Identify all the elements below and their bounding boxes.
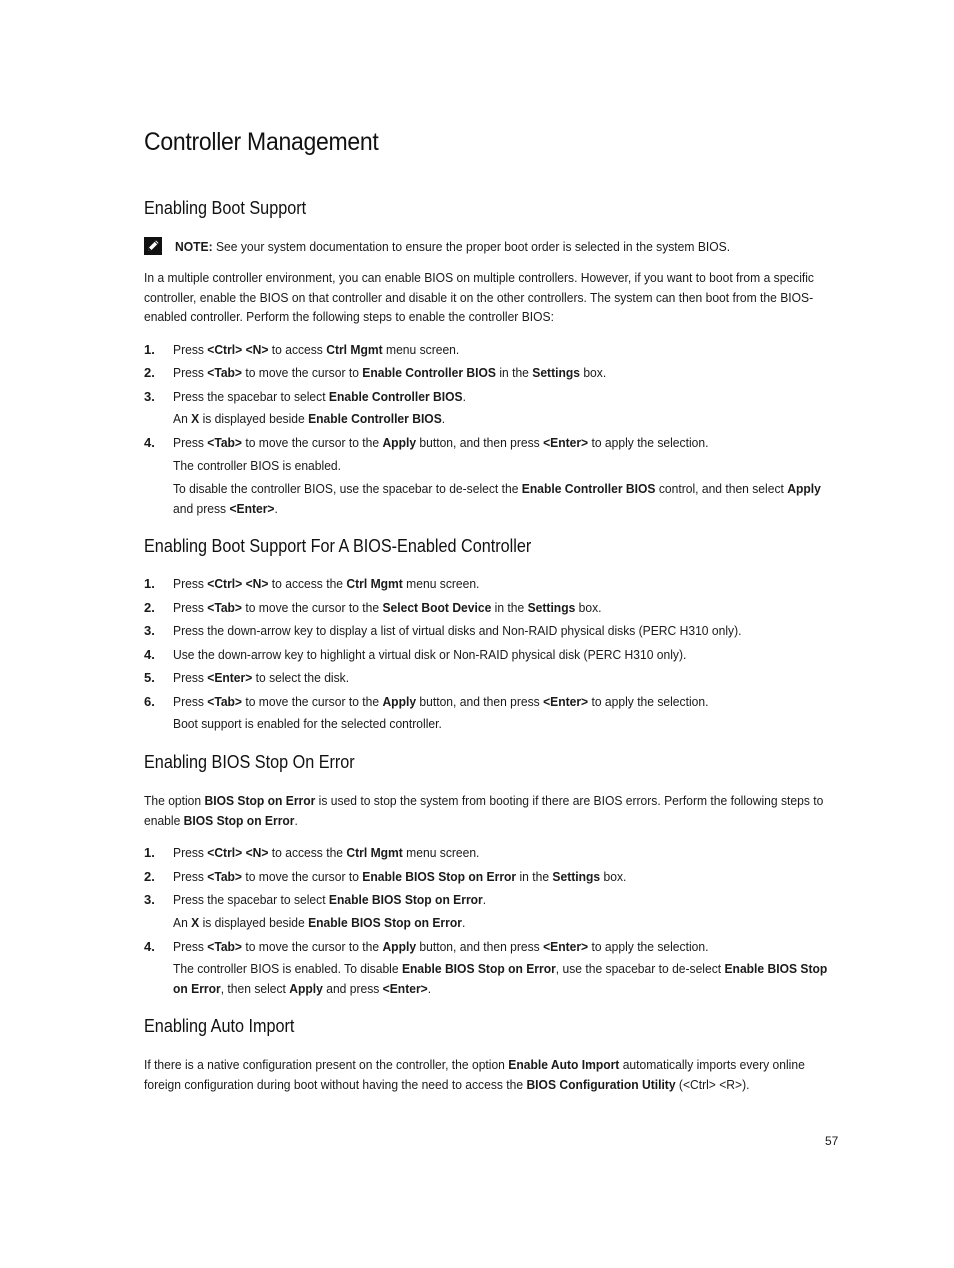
step-number: 4. <box>144 647 155 662</box>
step-number: 3. <box>144 623 155 638</box>
note-label: NOTE: <box>175 239 213 254</box>
step-number: 2. <box>144 600 155 615</box>
step-result: To disable the controller BIOS, use the spacebar to de-select the Enable Controller BIOS control, and then select Apply and press <Enter>. <box>173 481 821 516</box>
section-heading-bios-enabled: Enabling Boot Support For A BIOS-Enabled Controller <box>144 536 532 556</box>
step-result: Boot support is enabled for the selected controller. <box>173 716 442 731</box>
step-text: Press the down-arrow key to display a list of virtual disks and Non-RAID physical disks (PERC H310 only). <box>173 623 742 638</box>
step-number: 6. <box>144 694 155 709</box>
pencil-note-icon <box>144 237 162 255</box>
step-number: 2. <box>144 869 155 884</box>
step-number: 1. <box>144 845 155 860</box>
step-text: Use the down-arrow key to highlight a virtual disk or Non-RAID physical disk (PERC H310 only). <box>173 647 687 662</box>
step-number: 5. <box>144 670 155 685</box>
step-number: 4. <box>144 435 155 450</box>
step-number: 4. <box>144 939 155 954</box>
section-heading-boot-support: Enabling Boot Support <box>144 198 307 218</box>
stop-on-error-intro: The option BIOS Stop on Error is used to stop the system from booting if there are BIOS errors. Perform the following steps to enable BIOS Stop on Error. <box>144 793 824 828</box>
auto-import-text: If there is a native configuration present on the controller, the option Enable Auto Import automatically imports every online foreign configuration during boot without having the need to access the BIOS Configuration Utility (<Ctrl> <R>). <box>144 1057 805 1092</box>
boot-support-intro: In a multiple controller environment, you can enable BIOS on multiple controllers. However, if you want to boot from a specific controller, enable the BIOS on that controller and disable it on the other controllers. The system can then boot from the BIOS-enabled controller. Perform the following steps to enable the controller BIOS: <box>144 270 814 324</box>
step-result: The controller BIOS is enabled. <box>173 458 342 473</box>
note-text: See your system documentation to ensure the proper boot order is selected in the system BIOS. <box>212 239 731 254</box>
page-number: 57 <box>825 1134 839 1148</box>
step-number: 2. <box>144 365 155 380</box>
step-result: An X is displayed beside Enable Controller BIOS. <box>173 411 446 426</box>
note <box>175 237 730 256</box>
section-heading-auto-import: Enabling Auto Import <box>144 1016 295 1036</box>
step-number: 3. <box>144 389 155 404</box>
page-title: Controller Management <box>144 128 379 156</box>
step-number: 1. <box>144 342 155 357</box>
section-heading-stop-on-error: Enabling BIOS Stop On Error <box>144 752 355 772</box>
step-number: 1. <box>144 576 155 591</box>
step-number: 3. <box>144 892 155 907</box>
step-result: The controller BIOS is enabled. To disable Enable BIOS Stop on Error, use the spacebar to de-select Enable BIOS Stop on Error, then select Apply and press <Enter>. <box>173 961 828 996</box>
step-result: An X is displayed beside Enable BIOS Stop on Error. <box>173 915 466 930</box>
